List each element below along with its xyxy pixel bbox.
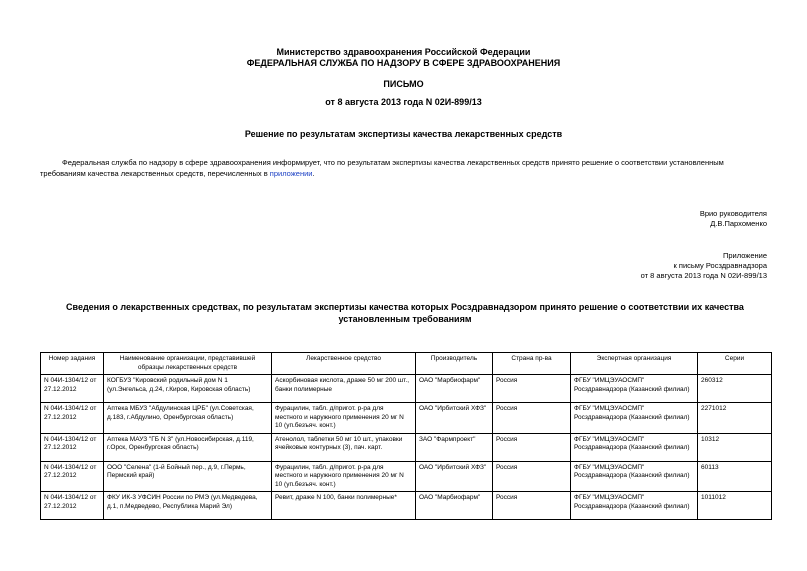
ministry-name: Министерство здравоохранения Российской Федерации (276, 47, 531, 57)
cell-expert-org: ФГБУ "ИМЦЭУАОСМП" Росздравнадзора (Казанский филиал) (571, 492, 698, 520)
appendix-note (641, 251, 767, 281)
cell-organization: ФКУ ИК-3 УФСИН России по РМЭ (ул.Медведева, д.1, п.Медведево, Республика Марий Эл) (104, 492, 272, 520)
body-text: Федеральная служба по надзору в сфере здравоохранения информирует, что по результатам экспертизы качества лекарственных средств принято решение о соответствии установленным требованиям качества лекарственных средств, перечисленных в (40, 158, 724, 178)
cell-expert-org: ФГБУ "ИМЦЭУАОСМП" Росздравнадзора (Казанский филиал) (571, 433, 698, 461)
cell-medicine: Фурацилин, табл. д/пригот. р-ра для местного и наружного применения 20 мг N 10 (уп.безъяч. конт.) (272, 403, 416, 434)
header-medicine: Лекарственное средство (272, 353, 416, 375)
table-header-row (41, 353, 772, 375)
cell-organization: Аптека МАУЗ "ГБ N 3" (ул.Новосибирская, д.119, г.Орск, Оренбургская область) (104, 433, 272, 461)
cell-medicine: Ревит, драже N 100, банки полимерные* (272, 492, 416, 520)
table-row (41, 433, 772, 461)
cell-country: Россия (493, 461, 571, 492)
cell-medicine: Аскорбиновая кислота, драже 50 мг 200 шт., банки полимерные (272, 375, 416, 403)
table-row (41, 403, 772, 434)
table-row (41, 492, 772, 520)
table-row (41, 461, 772, 492)
header-series: Серии (698, 353, 772, 375)
cell-series: 60113 (698, 461, 772, 492)
cell-manufacturer: ОАО "Марбиофарм" (416, 492, 493, 520)
cell-series: 260312 (698, 375, 772, 403)
appendix-link[interactable]: приложении (269, 169, 313, 178)
body-text-end: . (312, 169, 315, 178)
signature-name: Д.В.Пархоменко (710, 219, 767, 228)
document-date: от 8 августа 2013 года N 02И-899/13 (325, 97, 482, 107)
appendix-note-line2: к письму Росздравнадзора (673, 261, 767, 270)
cell-task-number: N 04И-1304/12 от 27.12.2012 (41, 375, 104, 403)
cell-task-number: N 04И-1304/12 от 27.12.2012 (41, 492, 104, 520)
cell-country: Россия (493, 492, 571, 520)
cell-task-number: N 04И-1304/12 от 27.12.2012 (41, 433, 104, 461)
cell-manufacturer: ОАО "Марбиофарм" (416, 375, 493, 403)
cell-task-number: N 04И-1304/12 от 27.12.2012 (41, 403, 104, 434)
cell-country: Россия (493, 433, 571, 461)
cell-manufacturer: ОАО "Ирбитский ХФЗ" (416, 461, 493, 492)
header-task-number: Номер задания (41, 353, 104, 375)
appendix-note-line1: Приложение (723, 251, 767, 260)
signature-position: Врио руководителя (699, 209, 767, 218)
cell-medicine: Фурацилин, табл. д/пригот. р-ра для местного и наружного применения 20 мг N 10 (уп.безъяч. конт.) (272, 461, 416, 492)
medicines-table (40, 352, 772, 520)
document-subject: Решение по результатам экспертизы качества лекарственных средств (244, 129, 563, 139)
table-title: Сведения о лекарственных средствах, по результатам экспертизы качества которых Росздравнадзором принято решение о соответствии их качества установленным требованиям (66, 302, 744, 324)
cell-series: 2271012 (698, 403, 772, 434)
cell-country: Россия (493, 375, 571, 403)
cell-series: 10312 (698, 433, 772, 461)
cell-expert-org: ФГБУ "ИМЦЭУАОСМП" Росздравнадзора (Казанский филиал) (571, 403, 698, 434)
cell-organization: КОГБУЗ "Кировский родильный дом N 1 (ул.Энгельса, д.24, г.Киров, Кировская область) (104, 375, 272, 403)
cell-medicine: Атенолол, таблетки 50 мг 10 шт., упаковки ячейковые контурных (3), пач. карт. (272, 433, 416, 461)
signature-block (700, 209, 767, 229)
header-country: Страна пр-ва (493, 353, 571, 375)
header-organization: Наименование организации, представившей образцы лекарственных средств (104, 353, 272, 375)
service-name: ФЕДЕРАЛЬНАЯ СЛУЖБА ПО НАДЗОРУ В СФЕРЕ ЗДРАВООХРАНЕНИЯ (246, 58, 561, 68)
cell-task-number: N 04И-1304/12 от 27.12.2012 (41, 461, 104, 492)
cell-organization: Аптека МБУЗ "Абдулинская ЦРБ" (ул.Советская, д.183, г.Абдулино, Оренбургская область) (104, 403, 272, 434)
cell-expert-org: ФГБУ "ИМЦЭУАОСМП" Росздравнадзора (Казанский филиал) (571, 375, 698, 403)
appendix-note-line3: от 8 августа 2013 года N 02И-899/13 (640, 271, 767, 280)
cell-expert-org: ФГБУ "ИМЦЭУАОСМП" Росздравнадзора (Казанский филиал) (571, 461, 698, 492)
cell-series: 1011012 (698, 492, 772, 520)
header-expert-org: Экспертная организация (571, 353, 698, 375)
table-row (41, 375, 772, 403)
header-manufacturer: Производитель (416, 353, 493, 375)
cell-manufacturer: ОАО "Ирбитский ХФЗ" (416, 403, 493, 434)
cell-organization: ООО "Селена" (1-й Бойный пер., д.9, г.Пермь, Пермский край) (104, 461, 272, 492)
document-type: ПИСЬМО (383, 79, 424, 89)
cell-country: Россия (493, 403, 571, 434)
cell-manufacturer: ЗАО "Фармпроект" (416, 433, 493, 461)
body-paragraph (40, 157, 770, 179)
